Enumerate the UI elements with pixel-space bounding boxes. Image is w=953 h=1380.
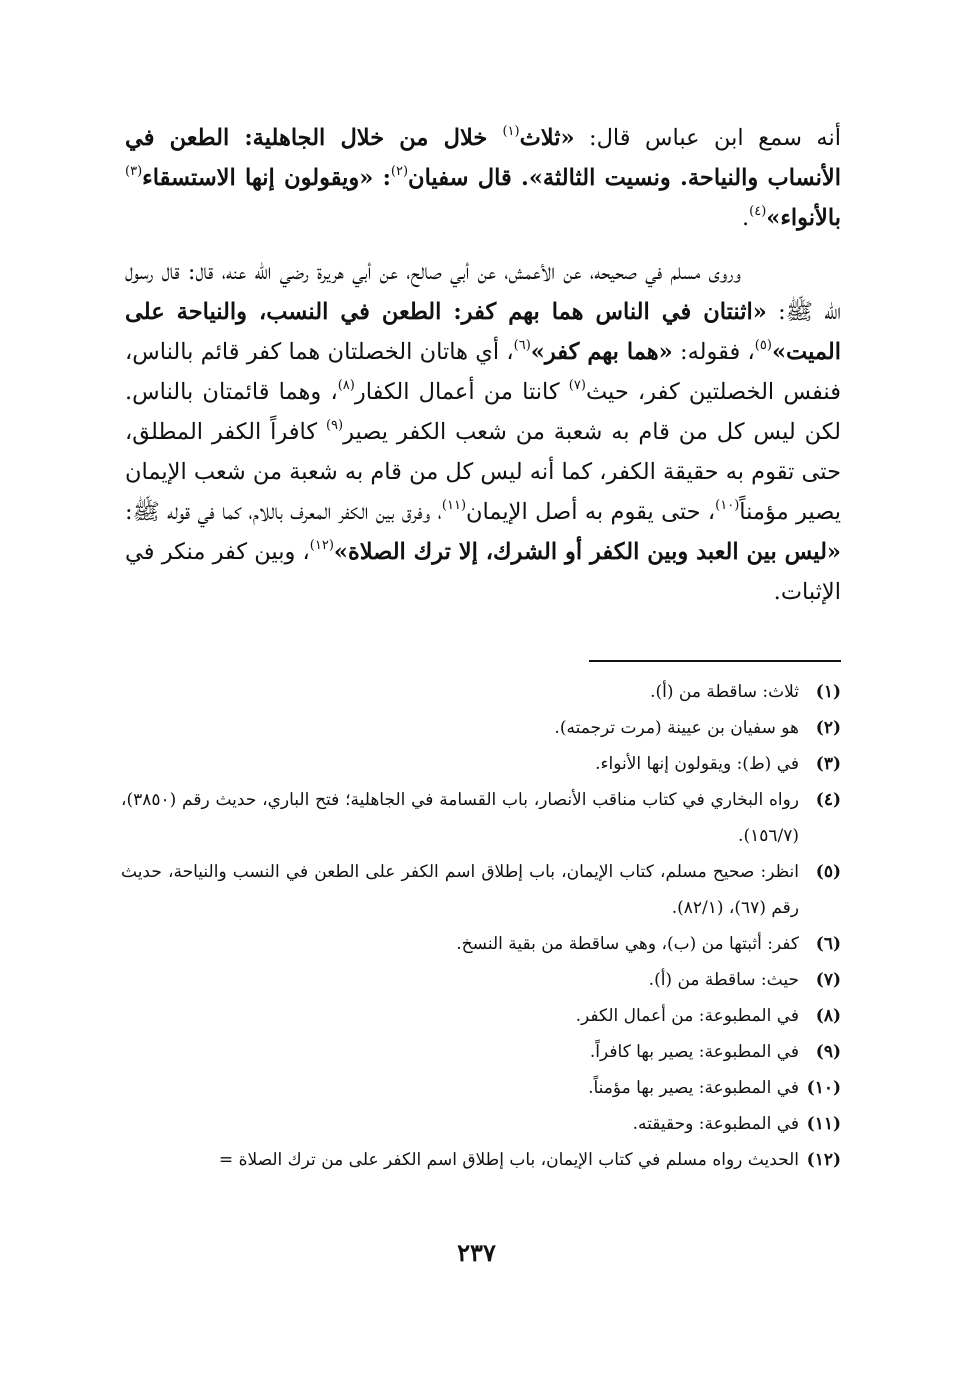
footnote-item xyxy=(121,782,841,854)
text-segment: ، وبين كفر منكر في الإثبات. xyxy=(125,539,841,605)
footnote-ref-4: (٤) xyxy=(749,204,767,219)
footnote-number: (١٢) xyxy=(806,1150,841,1170)
footnote-text: الحديث رواه مسلم في كتاب الإيمان، باب إطلاق اسم الكفر على من ترك الصلاة = xyxy=(218,1150,799,1170)
footnotes-list xyxy=(121,674,841,1178)
footnote-text: في المطبوعة: من أعمال الكفر. xyxy=(575,1006,799,1026)
footnote-item xyxy=(121,746,841,782)
footnote-text: في المطبوعة: وحقيقته. xyxy=(632,1114,799,1134)
quoted-text: بالأنواء» xyxy=(766,205,841,231)
footnote-item xyxy=(121,674,841,710)
paragraph-2 xyxy=(125,252,841,612)
text-segment: وروى مسلم في صحيحه، عن الأعمش، عن أبي صالح، عن أبي هريرة رضي الله عنه، قال: قال رسول الله ﷺ: xyxy=(125,259,842,325)
footnote-text: رواه البخاري في كتاب مناقب الأنصار، باب القسامة في الجاهلية؛ فتح الباري، حديث رقم (٣٨٥٠)، (١٥٦/٧). xyxy=(121,790,799,846)
main-text xyxy=(125,118,841,612)
hadith-quote: «هما بهم كفر» xyxy=(530,339,673,365)
hadith-quote: «اثنتان في الناس هما بهم كفر: الطعن في النسب، والنياحة على الميت» xyxy=(125,299,841,365)
quoted-text: : «ويقولون إنها الاستسقاء xyxy=(142,165,391,191)
text-segment: ، فقوله: xyxy=(672,339,755,365)
footnote-text: حيث: ساقطة من (أ). xyxy=(648,970,799,990)
footnote-text: في المطبوعة: يصير بها كافراً. xyxy=(589,1042,799,1062)
footnote-number: (٧) xyxy=(815,970,841,990)
page-number: ٢٣٧ xyxy=(457,1238,496,1267)
footnote-ref-9: (٩) xyxy=(325,418,344,433)
text-segment: ، وفرق بين الكفر المعرف باللام، كما في قوله ﷺ: xyxy=(125,499,442,525)
text-segment: ، حتى يقوم به أصل الإيمان xyxy=(466,499,716,525)
text-segment: أنه سمع ابن عباس قال: xyxy=(574,125,841,151)
footnote-item xyxy=(121,1106,841,1142)
footnote-ref-7: (٧) xyxy=(568,378,586,393)
footnote-ref-11: (١١) xyxy=(441,498,467,513)
text-segment: كافراً الكفر المطلق، حتى تقوم به حقيقة الكفر، كما أنه ليس كل من قام به شعبة من شعب الإيمان يصير مؤمناً xyxy=(125,419,841,525)
footnote-item xyxy=(121,1034,841,1070)
footnote-text: في المطبوعة: يصير بها مؤمناً. xyxy=(588,1078,799,1098)
footnote-item xyxy=(121,998,841,1034)
footnote-ref-12: (١٢) xyxy=(309,538,334,553)
footnote-number: (٦) xyxy=(815,934,841,954)
footnote-number: (١٠) xyxy=(806,1078,841,1098)
footnote-item xyxy=(121,710,841,746)
footnote-number: (٣) xyxy=(815,754,841,774)
footnote-ref-6: (٦) xyxy=(513,338,531,353)
hadith-quote: «ليس بين العبد وبين الكفر أو الشرك، إلا ترك الصلاة» xyxy=(333,539,841,565)
footnote-item xyxy=(121,854,841,926)
footnote-text: انظر: صحيح مسلم، كتاب الإيمان، باب إطلاق اسم الكفر على الطعن في النسب والنياحة، حديث رقم (٦٧)، (٨٢/١). xyxy=(121,862,799,918)
footnote-ref-10: (١٠) xyxy=(715,498,740,513)
footnote-number: (٢) xyxy=(815,718,841,738)
footnote-item xyxy=(121,1142,841,1178)
footnote-item xyxy=(121,1070,841,1106)
quoted-text: خلال من خلال الجاهلية: الطعن في الأنساب والنياحة. ونسيت الثالثة». قال سفيان xyxy=(125,125,842,191)
text-segment: كانتا من أعمال الكفار xyxy=(354,379,569,405)
footnote-ref-8: (٨) xyxy=(337,378,355,393)
footnote-separator xyxy=(589,660,841,662)
footnote-item xyxy=(121,962,841,998)
footnote-ref-2: (٢) xyxy=(390,164,409,179)
paragraph-1 xyxy=(125,118,841,238)
footnote-ref-5: (٥) xyxy=(754,338,772,353)
footnote-number: (٩) xyxy=(815,1042,841,1062)
text-segment: ، أي هاتان الخصلتان هما كفر قائم بالناس، فنفس الخصلتين كفر، حيث xyxy=(125,339,841,405)
footnote-item xyxy=(121,926,841,962)
quoted-text: «ثلاث xyxy=(519,125,575,151)
footnote-text: في (ط): ويقولون إنها الأنواء. xyxy=(595,754,799,774)
footnote-text: كفر: أثبتها من (ب)، وهي ساقطة من بقية النسخ. xyxy=(456,934,799,954)
footnote-number: (١١) xyxy=(806,1114,841,1134)
footnote-text: هو سفيان بن عيينة (مرت ترجمته). xyxy=(554,718,799,738)
footnote-number: (٨) xyxy=(815,1006,841,1026)
footnote-ref-3: (٣) xyxy=(125,164,143,179)
text-segment: ، وهما قائمتان بالناس. لكن ليس كل من قام به شعبة من شعب الكفر يصير xyxy=(125,379,842,445)
text-segment: . xyxy=(741,205,750,231)
footnote-number: (٥) xyxy=(815,862,841,882)
footnote-ref-1: (١) xyxy=(502,124,520,139)
footnote-number: (٤) xyxy=(815,790,841,810)
footnote-text: ثلاث: ساقطة من (أ). xyxy=(650,682,799,702)
footnote-number: (١) xyxy=(815,682,841,702)
